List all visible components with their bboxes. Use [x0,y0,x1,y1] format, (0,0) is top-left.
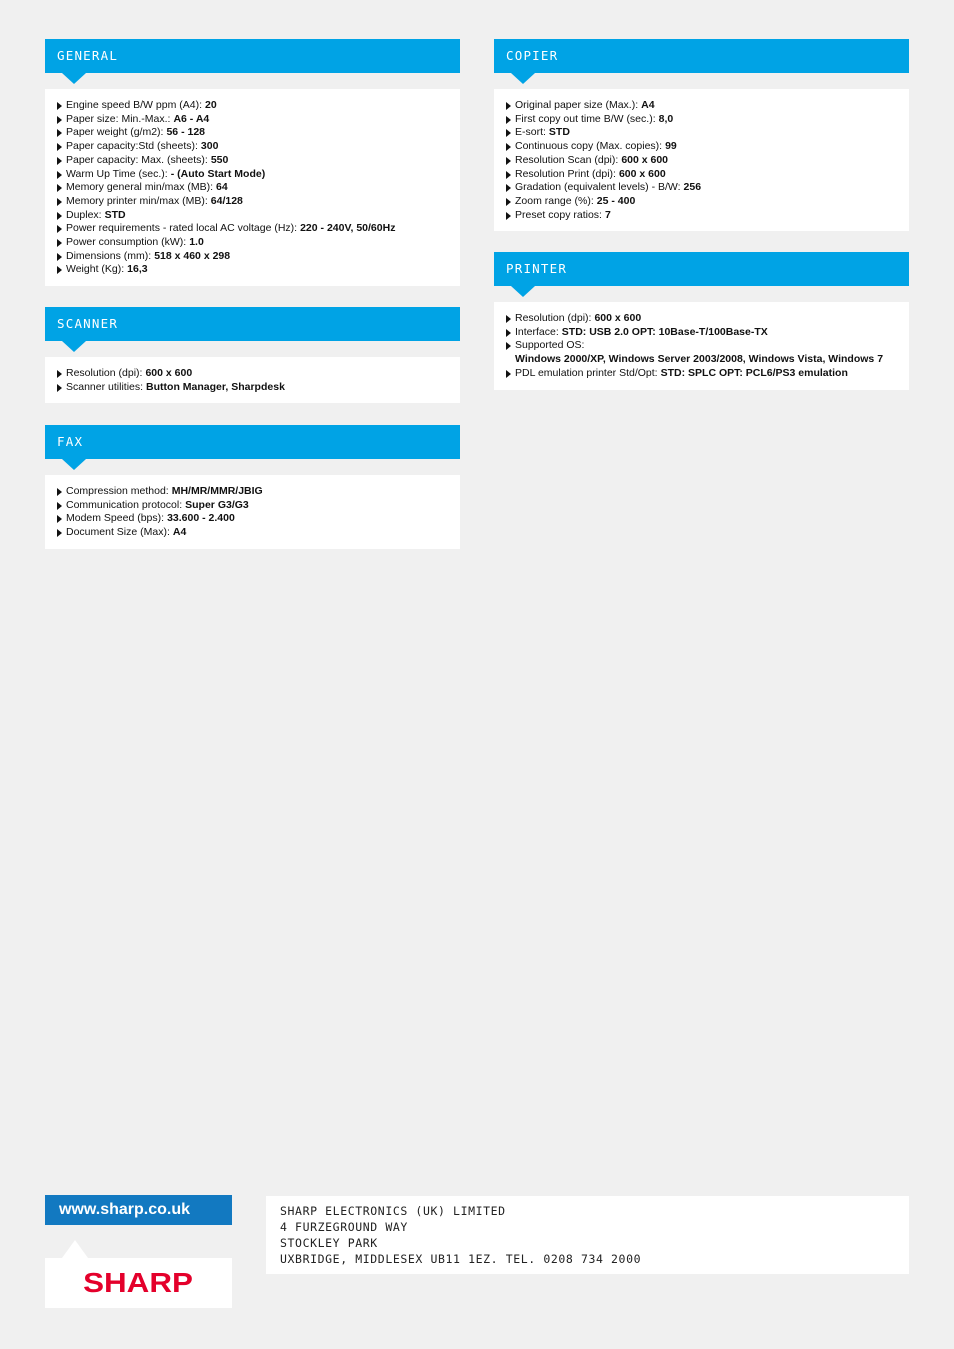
spec-label: First copy out time B/W (sec.): [515,112,656,125]
website-link[interactable]: www.sharp.co.uk [45,1195,232,1225]
spec-value: A6 - A4 [173,112,210,125]
spec-label: Modem Speed (bps): [66,512,165,525]
printer-title: PRINTER [506,261,568,276]
bullet-arrow-icon [506,102,511,110]
spec-item [56,140,450,154]
general-title: GENERAL [57,48,119,63]
printer-spec-list [494,302,909,390]
spec-item [505,99,899,113]
spec-label: Scanner utilities: [66,380,144,393]
spec-value: 7 [604,208,611,221]
spec-item [56,99,450,113]
bullet-arrow-icon [57,370,62,378]
spec-item [505,181,899,195]
spec-value: 256 [683,181,702,194]
spec-label: Memory printer min/max (MB): [66,194,208,207]
spec-value: 25 - 400 [596,194,636,207]
spec-value: STD [104,208,126,221]
spec-item [56,263,450,277]
spec-item [505,154,899,168]
spec-item [56,126,450,140]
spec-value: 33.600 - 2.400 [167,512,235,525]
spec-label: Original paper size (Max.): [515,99,639,111]
address-line: UXBRIDGE, MIDDLESEX UB11 1EZ. TEL. 0208 734 2000 [280,1252,642,1266]
spec-value: Button Manager, Sharpdesk [146,380,285,393]
bullet-arrow-icon [506,370,511,378]
spec-item [56,113,450,127]
spec-label: E-sort: [515,126,546,139]
general-spec-list [45,89,460,286]
spec-label: Paper size: Min.-Max.: [66,112,171,125]
fax-header [45,425,460,459]
bullet-arrow-icon [57,515,62,523]
spec-item [56,222,450,236]
spec-item [505,209,899,223]
spec-label: Resolution (dpi): [515,312,592,324]
spec-label: Resolution (dpi): [66,367,143,379]
bullet-arrow-icon [57,198,62,206]
bullet-arrow-icon [506,129,511,137]
bullet-arrow-icon [57,116,62,124]
spec-item [56,181,450,195]
scanner-title: SCANNER [57,316,119,331]
printer-section [494,252,909,390]
spec-value: MH/MR/MMR/JBIG [171,485,263,497]
spec-item [56,499,450,513]
spec-label: Resolution Print (dpi): [515,167,616,180]
spec-label: Preset copy ratios: [515,208,602,221]
spec-value: A4 [172,526,187,539]
spec-item [505,113,899,127]
spec-value: 550 [210,153,229,166]
spec-label: Resolution Scan (dpi): [515,153,619,166]
spec-item [505,168,899,182]
spec-item [56,154,450,168]
spec-label: Continuous copy (Max. copies): [515,140,663,153]
spec-label: Communication protocol: [66,498,183,511]
fax-spec-list [45,475,460,549]
spec-item [505,339,899,366]
header-pointer-icon [511,73,535,84]
spec-value: Super G3/G3 [185,498,249,511]
spec-label: Zoom range (%): [515,194,594,207]
company-address [266,1196,909,1274]
spec-label: Paper capacity:Std (sheets): [66,140,198,153]
general-header [45,39,460,73]
spec-label: Memory general min/max (MB): [66,181,214,194]
fax-section [45,425,460,549]
general-section [45,39,460,286]
spec-label: Power requirements - rated local AC voltage (Hz): [66,222,298,235]
bullet-arrow-icon [57,239,62,247]
bullet-arrow-icon [506,198,511,206]
spec-value: 600 x 600 [145,367,193,379]
spec-label: PDL emulation printer Std/Opt: [515,366,658,379]
logo-box [45,1258,232,1308]
spec-label: Duplex: [66,208,102,221]
spec-label: Document Size (Max): [66,526,170,539]
bullet-arrow-icon [57,384,62,392]
logo-pointer-icon [62,1240,88,1258]
spec-value: 56 - 128 [166,126,205,139]
address-line: STOCKLEY PARK [280,1236,378,1250]
bullet-arrow-icon [506,184,511,192]
spec-value: 64/128 [210,194,243,207]
spec-item [505,126,899,140]
spec-item [56,367,450,381]
spec-label: Gradation (equivalent levels) - B/W: [515,181,681,194]
spec-item [56,236,450,250]
spec-item [56,250,450,264]
spec-item [56,526,450,540]
spec-item [505,195,899,209]
bullet-arrow-icon [57,488,62,496]
address-line: SHARP ELECTRONICS (UK) LIMITED [280,1204,506,1218]
spec-label: Power consumption (kW): [66,236,187,249]
scanner-header [45,307,460,341]
bullet-arrow-icon [506,157,511,165]
spec-item [56,168,450,182]
bullet-arrow-icon [57,502,62,510]
sharp-logo-block [45,1240,232,1308]
spec-value: 8,0 [658,112,674,125]
scanner-spec-list [45,357,460,403]
spec-value: STD: SPLC OPT: PCL6/PS3 emulation [660,366,848,379]
bullet-arrow-icon [57,184,62,192]
spec-item [56,381,450,395]
spec-value: - (Auto Start Mode) [170,167,266,180]
copier-title: COPIER [506,48,559,63]
spec-label: Compression method: [66,485,169,497]
spec-value: 220 - 240V, 50/60Hz [300,222,396,235]
header-pointer-icon [62,341,86,352]
sharp-logo: SHARP [83,1267,194,1298]
spec-value: 16,3 [127,263,148,276]
spec-label: Engine speed B/W ppm (A4): [66,99,202,111]
spec-label: Warm Up Time (sec.): [66,167,168,180]
spec-label: Interface: [515,325,559,338]
spec-value: 600 x 600 [621,153,669,166]
bullet-arrow-icon [57,529,62,537]
bullet-arrow-icon [506,329,511,337]
spec-item [505,312,899,326]
spec-value: 600 x 600 [594,312,642,324]
scanner-section [45,307,460,403]
bullet-arrow-icon [506,315,511,323]
spec-label: Paper capacity: Max. (sheets): [66,153,208,166]
bullet-arrow-icon [57,129,62,137]
bullet-arrow-icon [57,143,62,151]
spec-value: 20 [204,99,217,111]
header-pointer-icon [62,73,86,84]
copier-section [494,39,909,231]
spec-value: 300 [200,140,219,153]
spec-value: 1.0 [189,236,204,249]
spec-item [56,512,450,526]
bullet-arrow-icon [506,116,511,124]
spec-item [505,367,899,381]
spec-label: Paper weight (g/m2): [66,126,164,139]
spec-label: Supported OS: [515,339,585,352]
copier-header [494,39,909,73]
copier-spec-list [494,89,909,231]
bullet-arrow-icon [57,266,62,274]
spec-value: 99 [665,140,677,153]
spec-label: Dimensions (mm): [66,249,152,262]
spec-label: Weight (Kg): [66,263,125,276]
address-line: 4 FURZEGROUND WAY [280,1220,408,1234]
spec-item [56,195,450,209]
bullet-arrow-icon [57,253,62,261]
spec-value: STD: USB 2.0 OPT: 10Base-T/100Base-TX [561,325,768,338]
spec-value: A4 [641,99,655,111]
bullet-arrow-icon [57,171,62,179]
bullet-arrow-icon [57,212,62,220]
spec-item [56,485,450,499]
bullet-arrow-icon [506,212,511,220]
bullet-arrow-icon [57,157,62,165]
bullet-arrow-icon [506,143,511,151]
spec-item [505,326,899,340]
spec-value: Windows 2000/XP, Windows Server 2003/2008, Windows Vista, Windows 7 [515,353,884,366]
bullet-arrow-icon [57,225,62,233]
spec-item [56,209,450,223]
spec-value: 600 x 600 [618,167,666,180]
printer-header [494,252,909,286]
bullet-arrow-icon [57,102,62,110]
header-pointer-icon [62,459,86,470]
header-pointer-icon [511,286,535,297]
fax-title: FAX [57,434,84,449]
spec-value: 64 [216,181,228,194]
spec-value: 518 x 460 x 298 [154,249,231,262]
bullet-arrow-icon [506,342,511,350]
spec-item [505,140,899,154]
spec-value: STD [548,126,570,139]
bullet-arrow-icon [506,171,511,179]
